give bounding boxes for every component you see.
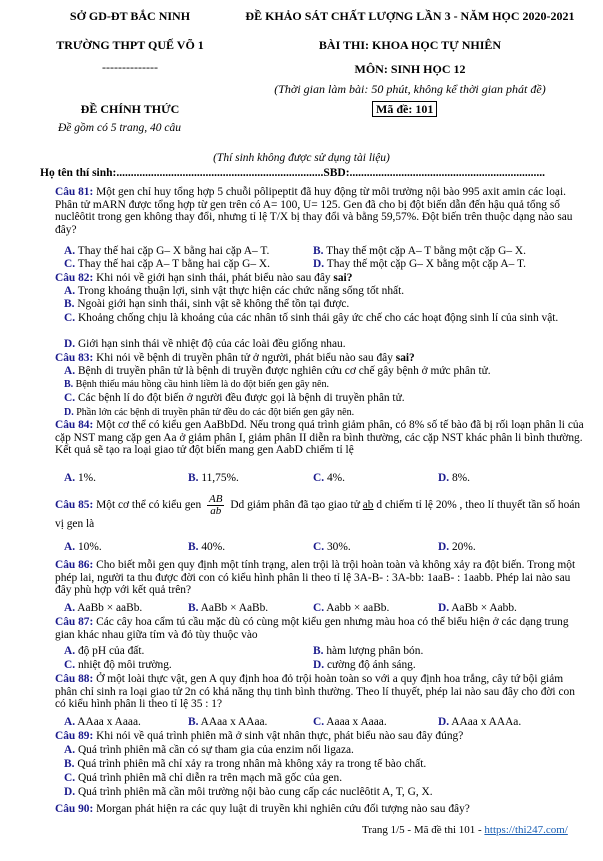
option-d: D. 20%. (438, 541, 476, 553)
dept-name: SỞ GD-ĐT BẮC NINH (69, 9, 191, 23)
question-number: Câu 89: (55, 730, 94, 742)
option-c: C. Quá trình phiên mã chỉ diễn ra trên mạch mã gốc của gen. (64, 772, 343, 784)
question-text: Morgan phát hiện ra các quy luật di truyền khi nghiên cứu đối tượng nào sau đây? (93, 803, 470, 815)
candidate-line: Họ tên thí sinh:........................................................................SBD:.................................................................... (40, 167, 546, 179)
option-c: C. Thay thế hai cặp A– T bằng hai cặp G– X. (64, 258, 270, 270)
option-c: C. 4%. (313, 472, 345, 484)
page-footer (362, 824, 568, 837)
question-89 (55, 730, 585, 743)
question-text: Khi nói về giới hạn sinh thái, phát biểu nào sau đây (93, 272, 334, 284)
option-c: C. nhiệt độ môi trường. (64, 659, 172, 671)
option-d: D. cường độ ánh sáng. (313, 659, 416, 671)
question-number: Câu 82: (55, 272, 94, 284)
subject-name: MÔN: SINH HỌC 12 (354, 62, 466, 76)
question-85: Câu 85: Một cơ thể có kiểu gen $\frac{AB}{ab}$ Dd giảm phân đã tạo giao tử ab d chiếm tỉ lệ 20% , theo lí thuyết tần số hoán vị gen là (55, 493, 581, 530)
official-label: ĐỀ CHÍNH THỨC (80, 102, 180, 116)
question-number: Câu 86: (55, 559, 94, 571)
header-dashes: -------------- (102, 60, 158, 74)
option-b: B. AAaa x AAaa. (188, 716, 268, 728)
question-84 (55, 419, 585, 457)
question-number: Câu 83: (55, 352, 94, 364)
genotype-fraction: $\frac{AB}{ab}$ (209, 493, 223, 517)
option-c: C. Khoảng chống chịu là khoảng của các nhân tố sinh thái gây ức chế cho các hoạt động sinh lí của sinh vật. (64, 312, 559, 324)
footer-link[interactable]: https://thi247.com/ (484, 824, 568, 836)
question-86 (55, 559, 585, 597)
option-b: B. Quá trình phiên mã chỉ xảy ra trong nhân mà không xảy ra trong tế bào chất. (64, 758, 427, 770)
exam-title: ĐỀ KHẢO SÁT CHẤT LƯỢNG LẦN 3 - NĂM HỌC 2020-2021 (245, 9, 575, 23)
option-d: D. Quá trình phiên mã cần môi trường nội bào cung cấp các nuclêôtit A, T, G, X. (64, 786, 433, 798)
question-83 (55, 352, 585, 365)
option-d: D. Giới hạn sinh thái về nhiệt độ của các loài đều giống nhau. (64, 338, 346, 350)
option-b: B. AaBb × AaBb. (188, 602, 269, 614)
question-text: Một cơ thể có kiểu gen AaBbDd. Nếu trong quá trình giảm phân, có 8% số tế bào đã bị rối loạn phân li của cặp NST mang cặp gen Aa ở giảm phân I, giảm phân II diễn ra bình thường, các cặp NST khác phân li bình thường. Kết quả sẽ tạo ra loại giao tử đột biến mang gen AabD chiếm tỉ lệ (55, 419, 584, 457)
question-text: Các cây hoa cẩm tú cầu mặc dù có cùng một kiểu gen nhưng màu hoa có thể biểu hiện ở các dạng trung gian khác nhau giữa tím và đỏ tùy thuộc vào (55, 616, 569, 641)
option-b: B. Thay thế một cặp A– T bằng một cặp G– X. (313, 245, 526, 257)
option-a: A. Trong khoảng thuận lợi, sinh vật thực hiện các chức năng sống tốt nhất. (64, 285, 405, 297)
option-a: A. 1%. (64, 472, 96, 484)
option-c: C. 30%. (313, 541, 351, 553)
school-name: TRƯỜNG THPT QUẾ VÕ 1 (56, 38, 204, 52)
option-a: A. AaBb × aaBb. (64, 602, 143, 614)
option-c: C. Aabb × aaBb. (313, 602, 390, 614)
exam-code: Mã đề: 101 (372, 102, 437, 117)
option-b: B. 11,75%. (188, 472, 239, 484)
question-number: Câu 85: (55, 499, 94, 512)
test-name: BÀI THI: KHOA HỌC TỰ NHIÊN (318, 38, 502, 52)
question-number: Câu 88: (55, 673, 94, 685)
question-82 (55, 272, 585, 285)
question-81 (55, 186, 585, 236)
option-a: A. 10%. (64, 541, 102, 553)
option-b: B. Bệnh thiếu máu hồng cầu hình liềm là do đột biến gen gây nên. (64, 379, 329, 390)
footer-text: Trang 1/5 - Mã đề thi 101 - (362, 824, 485, 836)
option-a: A. Thay thế hai cặp G– X bằng hai cặp A– T. (64, 245, 270, 257)
question-emphasis: sai? (333, 272, 353, 284)
option-d: D. 8%. (438, 472, 470, 484)
option-a: A. độ pH của đất. (64, 645, 145, 657)
option-b: B. hàm lượng phân bón. (313, 645, 424, 657)
option-a: A. Bệnh di truyền phân tử là bệnh di truyền được nghiên cứu cơ chế gây bệnh ở mức phân tử. (64, 365, 491, 377)
option-c: C. Aaaa x Aaaa. (313, 716, 387, 728)
question-text: Khi nói về bệnh di truyền phân tử ở người, phát biểu nào sau đây (93, 352, 396, 364)
question-number: Câu 87: (55, 616, 94, 628)
option-a: A. AAaa x Aaaa. (64, 716, 141, 728)
option-b: B. 40%. (188, 541, 226, 553)
option-d: D. AaBb × Aabb. (438, 602, 517, 614)
option-d: D. AAaa x AAAa. (438, 716, 522, 728)
question-87 (55, 616, 585, 641)
question-text: Ở một loài thực vật, gen A quy định hoa đỏ trội hoàn toàn so với a quy định hoa trắng, cây tứ bội giảm phân chỉ sinh ra loại giao tử 2n có khả năng thụ tinh bình thường. Theo lí thuyết, phép lai nào sau đây cho đời con có kiểu hình phân li theo tỉ lệ 35 : 1? (55, 673, 575, 711)
pages-note: Đề gồm có 5 trang, 40 câu (58, 122, 181, 134)
option-d: D. Thay thế một cặp G– X bằng một cặp A– T. (313, 258, 526, 270)
question-number: Câu 90: (55, 803, 94, 815)
question-90 (55, 803, 585, 816)
question-text: Cho biết mỗi gen quy định một tính trạng, alen trội là trội hoàn toàn và không xảy ra đột biến. Trong một phép lai, người ta thu được đời con có kiểu hình phân li theo tỉ lệ 3A-B- : 3A-bb: 1aaB- : 1aabb. Phép lai nào sau đây phù hợp với kết quả trên? (55, 559, 576, 597)
option-c: C. Các bệnh lí do đột biến ở người đều được gọi là bệnh di truyền phân tử. (64, 392, 405, 404)
time-note: (Thời gian làm bài: 50 phút, không kể thời gian phát đề) (274, 82, 546, 96)
question-88 (55, 673, 585, 711)
option-b: B. Ngoài giới hạn sinh thái, sinh vật sẽ không thể tồn tại được. (64, 298, 350, 310)
no-docs-note: (Thí sinh không được sử dụng tài liệu) (213, 152, 390, 164)
question-number: Câu 84: (55, 419, 94, 431)
question-text: Một gen chỉ huy tổng hợp 5 chuỗi pôlipeptit đã huy động từ môi trường nội bào 995 axit amin các loại. Phân tử mARN được tổng hợp từ gen trên có A= 100, U= 125. Gen đã cho bị đột biến dẫn đến hậu quả tổng số nuclêôtit trong gen không thay đổi, nhưng tỉ lệ T/X bị thay đổi và bằng 59,57%. Đột biến trên thuộc dạng nào sau đây? (55, 186, 573, 236)
option-d: D. Phần lớn các bệnh di truyền phân tử đều do các đột biến gen gây nên. (64, 407, 355, 418)
question-text: Khi nói về quá trình phiên mã ở sinh vật nhân thực, phát biểu nào sau đây đúng? (93, 730, 464, 742)
question-emphasis: sai? (395, 352, 415, 364)
option-a: A. Quá trình phiên mã cần có sự tham gia của enzim nối ligaza. (64, 744, 354, 756)
question-number: Câu 81: (55, 186, 94, 198)
